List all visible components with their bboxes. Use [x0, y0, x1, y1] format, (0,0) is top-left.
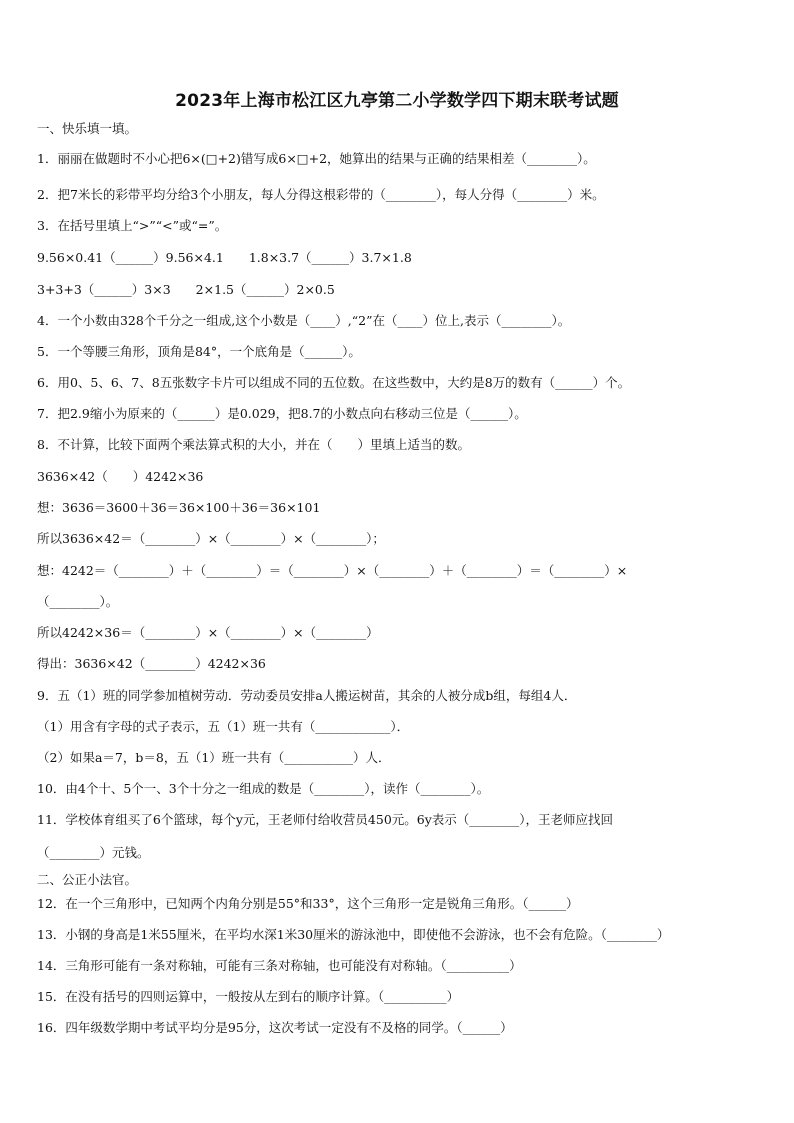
question-3: 3．在括号里填上“>”“<”或“=”。: [37, 218, 228, 233]
question-10: 10．由4个十、5个一、3个十分之一组成的数是（________），读作（________）。: [37, 781, 490, 796]
question-8-think-1: 想：3636＝3600＋36＝36×100＋36＝36×101: [37, 500, 321, 515]
question-8-think-2: 想：4242＝（________）＋（________）＝（________）×（________）＋（________）＝（________）×: [37, 563, 628, 578]
question-11: 11．学校体育组买了6个篮球，每个y元，王老师付给收营员450元。6y表示（________），王老师应找回: [37, 812, 614, 827]
question-5: 5．一个等腰三角形，顶角是84°，一个底角是（______）。: [37, 344, 361, 359]
question-11-cont: （________）元钱。: [37, 845, 150, 860]
question-4: 4．一个小数由328个千分之一组成,这个小数是（____）,“2”在（____）位上,表示（________）。: [37, 313, 571, 328]
question-7: 7．把2.9缩小为原来的（______）是0.029，把8.7的小数点向右移动三位是（______）。: [37, 406, 527, 421]
question-8-think-2-cont: （________）。: [37, 594, 119, 609]
question-8-compare: 3636×42（ ）4242×36: [37, 469, 204, 484]
question-8: 8．不计算，比较下面两个乘法算式积的大小，并在（ ）里填上适当的数。: [37, 437, 470, 452]
question-3-row-2: 3+3+3（______）3×3 2×1.5（______）2×0.5: [37, 282, 335, 297]
question-8-conclusion: 得出：3636×42（________）4242×36: [37, 656, 266, 671]
question-9: 9．五（1）班的同学参加植树劳动．劳动委员安排a人搬运树苗，其余的人被分成b组，每组4人．: [37, 688, 577, 703]
page-title: 2023年上海市松江区九亭第二小学数学四下期末联考试题: [175, 91, 619, 111]
question-13: 13．小钢的身高是1米55厘米，在平均水深1米30厘米的游泳池中，即使他不会游泳，也不会有危险。（________）: [37, 927, 670, 942]
question-3-row-1: 9.56×0.41（______）9.56×4.1 1.8×3.7（______）3.7×1.8: [37, 250, 412, 265]
section-heading-true-false: 二、公正小法官。: [37, 872, 138, 887]
question-6: 6．用0、5、6、7、8五张数字卡片可以组成不同的五位数。在这些数中，大约是8万的数有（______）个。: [37, 375, 631, 390]
section-heading-fill-in: 一、快乐填一填。: [37, 121, 138, 136]
question-14: 14．三角形可能有一条对称轴，可能有三条对称轴，也可能没有对称轴。（__________）: [37, 958, 522, 973]
question-2: 2．把7米长的彩带平均分给3个小朋友，每人分得这根彩带的（________），每人分得（________）米。: [37, 187, 605, 202]
question-15: 15．在没有括号的四则运算中，一般按从左到右的顺序计算。（__________）: [37, 989, 460, 1004]
question-16: 16．四年级数学期中考试平均分是95分，这次考试一定没有不及格的同学。（______）: [37, 1020, 513, 1035]
question-9-part-1: （1）用含有字母的式子表示，五（1）班一共有（____________）．: [37, 719, 410, 734]
question-8-so-2: 所以4242×36＝（________）×（________）×（________）: [37, 625, 379, 640]
question-12: 12．在一个三角形中，已知两个内角分别是55°和33°，这个三角形一定是锐角三角形。（______）: [37, 896, 579, 911]
question-1: 1．丽丽在做题时不小心把6×(□+2)错写成6×□+2，她算出的结果与正确的结果相差（________）。: [37, 151, 596, 166]
question-8-so-1: 所以3636×42＝（________）×（________）×（________）；: [37, 531, 385, 546]
question-9-part-2: （2）如果a＝7，b＝8，五（1）班一共有（___________）人．: [37, 750, 391, 765]
